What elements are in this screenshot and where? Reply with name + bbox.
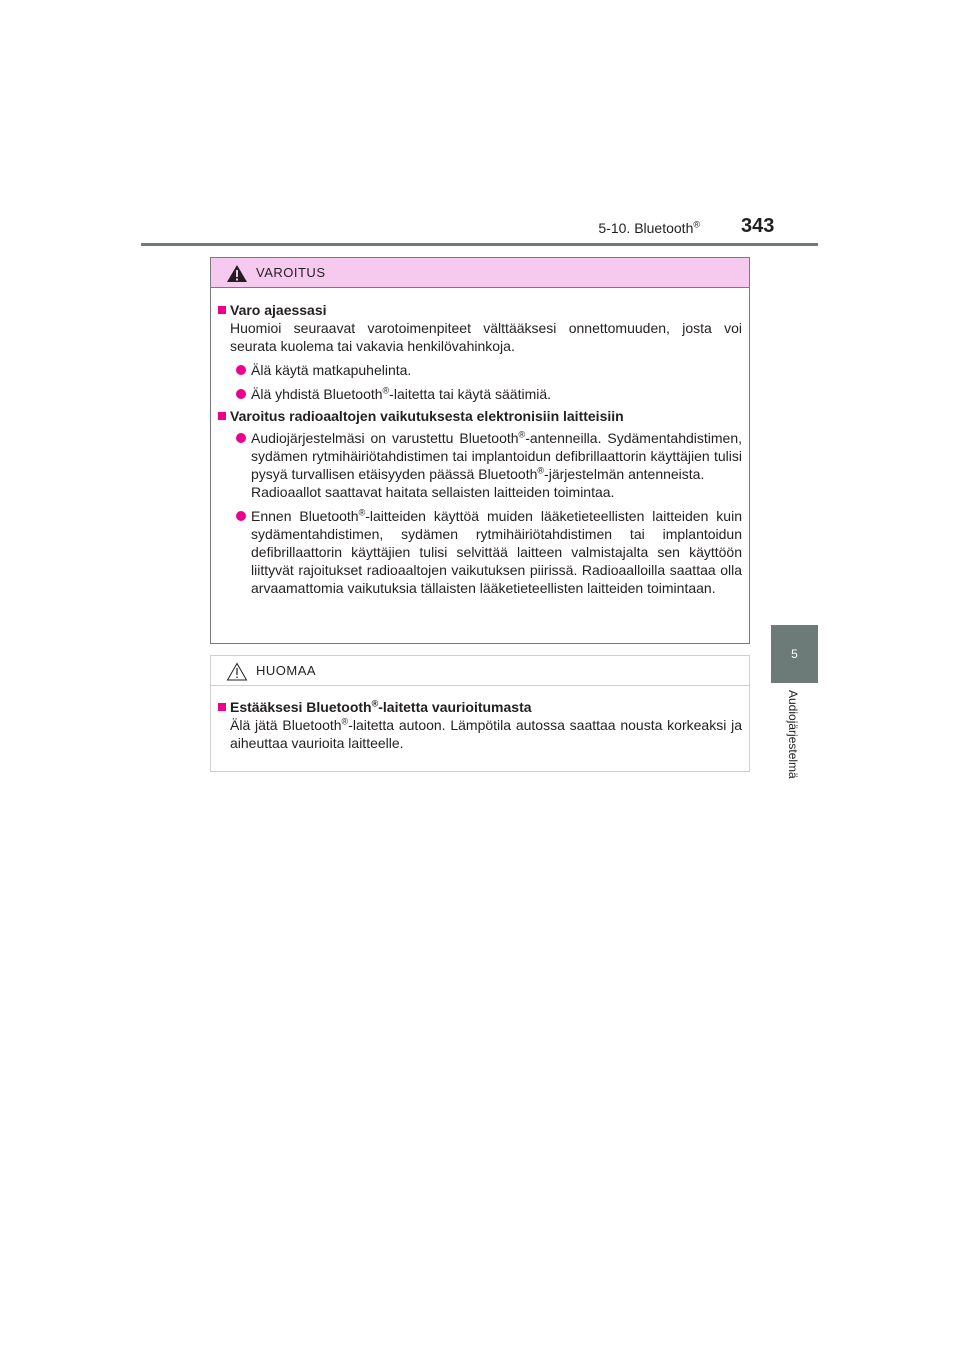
chapter-title: Audiojärjestelmä bbox=[786, 690, 800, 779]
registered-mark: ® bbox=[693, 219, 700, 230]
chapter-tab: 5 bbox=[771, 625, 818, 683]
list-item: Älä yhdistä Bluetooth®-laitetta tai käytä säätimiä. bbox=[236, 385, 742, 403]
paragraph: Huomioi seuraavat varotoimenpiteet välttääksesi onnettomuuden, josta voi seurata kuolema tai vakavia henkilövahinkoja. bbox=[230, 320, 742, 354]
circle-bullet-icon bbox=[236, 365, 246, 375]
circle-bullet-icon bbox=[236, 433, 246, 443]
square-bullet-icon bbox=[218, 412, 226, 420]
notice-body bbox=[211, 686, 749, 752]
notice-header bbox=[211, 656, 749, 686]
page-header bbox=[0, 0, 960, 250]
section-title: 5-10. Bluetooth® bbox=[598, 219, 700, 236]
caution-triangle-icon bbox=[226, 662, 248, 681]
circle-bullet-icon bbox=[236, 389, 246, 399]
page-number: 343 bbox=[741, 215, 775, 237]
section-heading: Estääksesi Bluetooth®-laitetta vaurioitumasta bbox=[218, 698, 742, 716]
square-bullet-icon bbox=[218, 306, 226, 314]
list-item: Ennen Bluetooth®-laitteiden käyttöä muiden lääketieteellisten laitteiden kuin sydämentahdistimen, sydämen rytmihäiriötahdistimen tai implantoidun defibrillaattorin käyttäjien tulisi selvittää laitteen valmistajalta sen käyttöön liittyvät rajoitukset radioaaltojen vaikutuksen piirissä. Radioaalloilla saattaa olla arvaamattomia vaikutuksia tällaisten lääketieteellisten laitteiden toimintaan. bbox=[236, 507, 742, 597]
warning-box bbox=[210, 257, 750, 644]
header-rule bbox=[141, 243, 818, 246]
list-item: Älä käytä matkapuhelinta. bbox=[236, 361, 742, 379]
list-item: Audiojärjestelmäsi on varustettu Bluetooth®-antenneilla. Sydämentahdistimen, sydämen rytmihäiriötahdistimen tai implantoidun defibrillaattorin käyttäjien tulisi pysyä turvallisen etäisyyden päässä Bluetooth®-järjestelmän antenneista. Radioaallot saattavat haitata sellaisten laitteiden toimintaa. bbox=[236, 429, 742, 501]
warning-label: VAROITUS bbox=[256, 265, 326, 280]
notice-box bbox=[210, 655, 750, 772]
notice-label: HUOMAA bbox=[256, 663, 317, 678]
warning-triangle-icon bbox=[226, 264, 248, 283]
warning-body bbox=[211, 288, 749, 597]
section-heading: Varo ajaessasi bbox=[218, 301, 742, 319]
section-heading: Varoitus radioaaltojen vaikutuksesta elektronisiin laitteisiin bbox=[218, 407, 742, 425]
paragraph: Älä jätä Bluetooth®-laitetta autoon. Lämpötila autossa saattaa nousta korkeaksi ja aiheuttaa vaurioita laitteelle. bbox=[230, 716, 742, 751]
warning-header bbox=[211, 258, 749, 288]
circle-bullet-icon bbox=[236, 511, 246, 521]
square-bullet-icon bbox=[218, 703, 226, 711]
